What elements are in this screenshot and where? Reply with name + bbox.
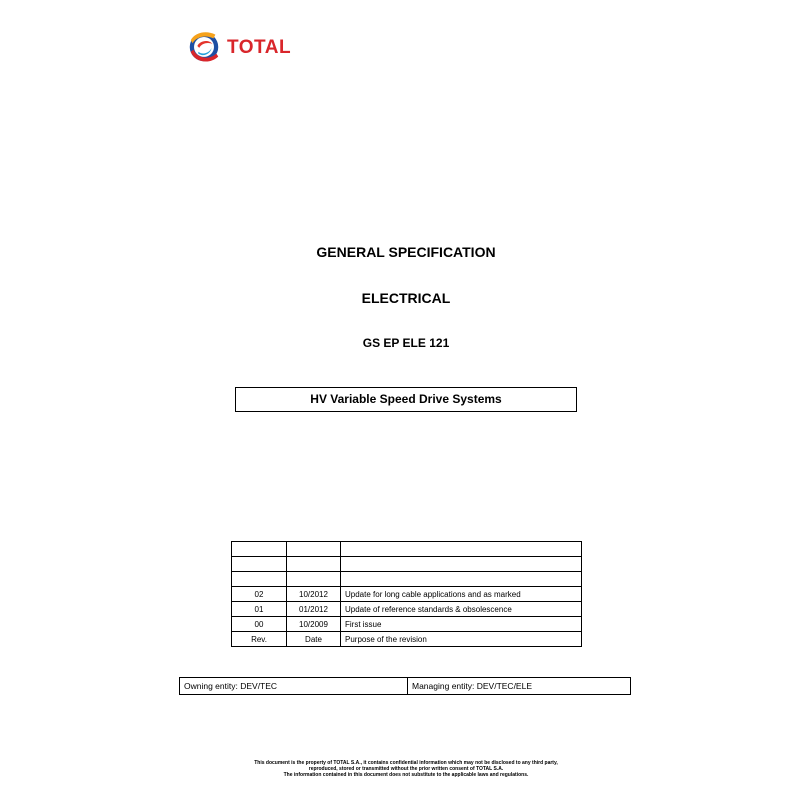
- entity-table: [179, 677, 631, 695]
- rev-cell: 02: [232, 587, 287, 602]
- rev-cell: [232, 572, 287, 587]
- heading-general-specification: GENERAL SPECIFICATION: [316, 244, 496, 260]
- managing-entity: Managing entity: DEV/TEC/ELE: [408, 678, 631, 695]
- confidentiality-notice: [0, 760, 800, 778]
- date-header: Date: [287, 632, 341, 647]
- rev-cell: [232, 542, 287, 557]
- footer-line: This document is the property of TOTAL S.A., it contains confidential information which may not be disclosed to any third party,: [254, 760, 558, 766]
- purpose-header: Purpose of the revision: [341, 632, 582, 647]
- date-cell: [287, 572, 341, 587]
- date-cell: [287, 557, 341, 572]
- purpose-cell: Update for long cable applications and as marked: [341, 587, 582, 602]
- heading-document-code: GS EP ELE 121: [362, 336, 450, 350]
- table-row: [232, 602, 582, 617]
- purpose-cell: [341, 557, 582, 572]
- logo-wordmark: TOTAL: [227, 37, 292, 58]
- purpose-cell: First issue: [341, 617, 582, 632]
- owning-entity: Owning entity: DEV/TEC: [180, 678, 408, 695]
- table-row: [232, 557, 582, 572]
- date-cell: [287, 542, 341, 557]
- rev-cell: [232, 557, 287, 572]
- rev-header: Rev.: [232, 632, 287, 647]
- table-row: [180, 678, 631, 695]
- heading-discipline: ELECTRICAL: [361, 290, 451, 306]
- rev-cell: 00: [232, 617, 287, 632]
- total-logo-icon: [185, 27, 223, 65]
- table-row: [232, 542, 582, 557]
- total-logo: [185, 27, 291, 65]
- footer-line: The information contained in this document does not substitute to the applicable laws and regulations.: [283, 772, 529, 778]
- purpose-cell: Update of reference standards & obsolescence: [341, 602, 582, 617]
- table-row: [232, 617, 582, 632]
- purpose-cell: [341, 572, 582, 587]
- date-cell: 01/2012: [287, 602, 341, 617]
- purpose-cell: [341, 542, 582, 557]
- revision-table: [231, 541, 582, 647]
- date-cell: 10/2009: [287, 617, 341, 632]
- rev-cell: 01: [232, 602, 287, 617]
- footer-line: reproduced, stored or transmitted without the prior written consent of TOTAL S.A.: [308, 766, 504, 772]
- table-row: [232, 587, 582, 602]
- table-row: [232, 572, 582, 587]
- date-cell: 10/2012: [287, 587, 341, 602]
- table-header-row: [232, 632, 582, 647]
- document-title: HV Variable Speed Drive Systems: [235, 387, 577, 412]
